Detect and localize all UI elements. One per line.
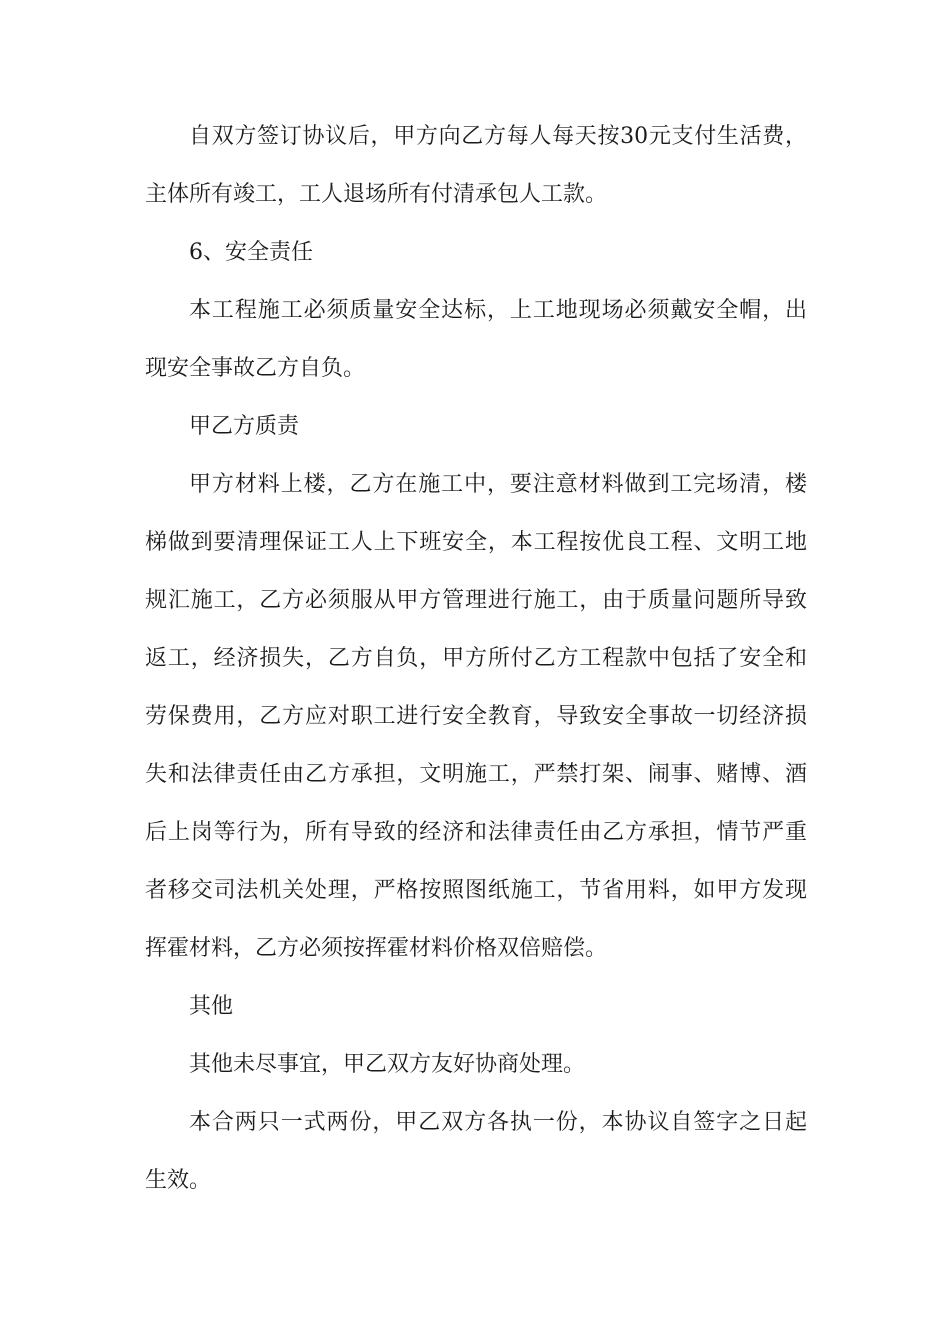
- paragraph-line: 6、安全责任: [189, 240, 313, 265]
- paragraph-line: 自双方签订协议后，甲方向乙方每人每天按30元支付生活费，: [189, 124, 807, 149]
- paragraph-line: 甲方材料上楼，乙方在施工中，要注意材料做到工完场清，楼: [189, 472, 807, 497]
- paragraph-line: 甲乙方质责: [189, 414, 300, 439]
- paragraph-line: 现安全事故乙方自负。: [145, 356, 366, 381]
- paragraph-line: 生效。: [145, 1168, 212, 1193]
- paragraph-line: 本合两只一式两份，甲乙双方各执一份，本协议自签字之日起: [189, 1110, 807, 1135]
- paragraph-line: 其他未尽事宜，甲乙双方友好协商处理。: [189, 1052, 586, 1077]
- section-heading: [145, 978, 807, 1036]
- section-heading: [145, 224, 807, 282]
- paragraph-line: 其他: [189, 994, 234, 1019]
- paragraph-line: 返工，经济损失，乙方自负，甲方所付乙方工程款中包括了安全和: [145, 646, 807, 671]
- paragraph-line: 劳保费用，乙方应对职工进行安全教育，导致安全事故一切经济损: [145, 704, 807, 729]
- section-heading: [145, 398, 807, 456]
- body-paragraph: [145, 456, 807, 978]
- paragraph-line: 者移交司法机关处理，严格按照图纸施工，节省用料，如甲方发现: [145, 878, 807, 903]
- paragraph-line: 梯做到要清理保证工人上下班安全，本工程按优良工程、文明工地: [145, 530, 807, 555]
- document-body: [145, 108, 807, 1210]
- paragraph-line: 主体所有竣工，工人退场所有付清承包人工款。: [145, 182, 608, 207]
- paragraph-line: 规汇施工，乙方必须服从甲方管理进行施工，由于质量问题所导致: [145, 588, 807, 613]
- paragraph-line: 后上岗等行为，所有导致的经济和法律责任由乙方承担，情节严重: [145, 820, 807, 845]
- paragraph-line: 本工程施工必须质量安全达标，上工地现场必须戴安全帽，出: [189, 298, 807, 323]
- paragraph-line: 挥霍材料，乙方必须按挥霍材料价格双倍赔偿。: [145, 936, 608, 961]
- paragraph-line: 失和法律责任由乙方承担，文明施工，严禁打架、闹事、赌博、酒: [145, 762, 807, 787]
- body-paragraph: [145, 1036, 807, 1094]
- body-paragraph: [145, 1094, 807, 1210]
- body-paragraph: [145, 282, 807, 398]
- body-paragraph: [145, 108, 807, 224]
